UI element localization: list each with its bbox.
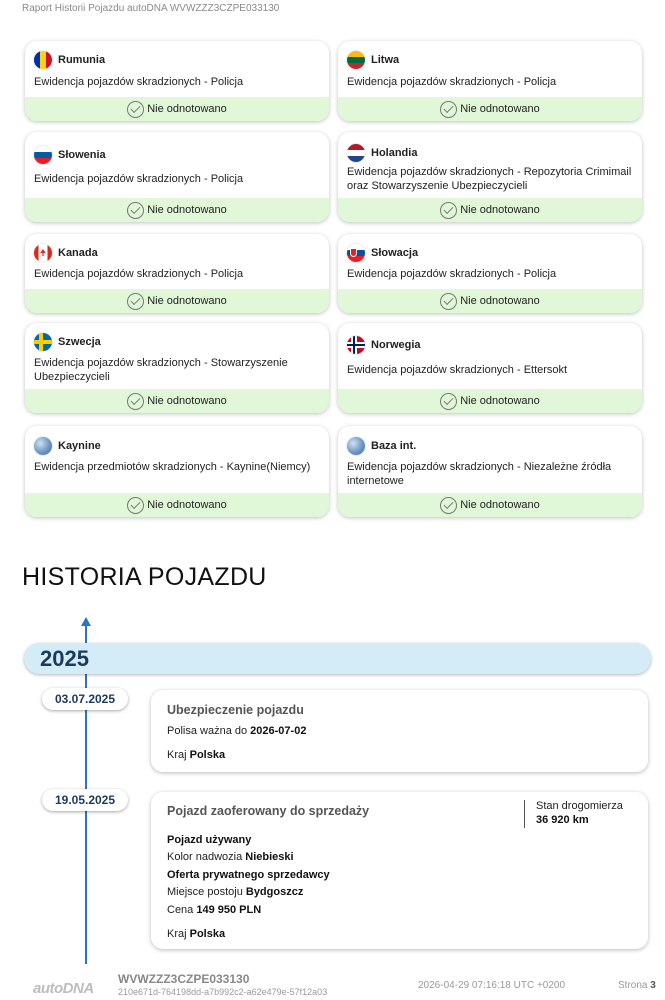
card-szwecja: [25, 323, 329, 413]
status-not-recorded: Nie odnotowano: [25, 493, 329, 517]
check-circle-icon: [440, 293, 457, 310]
registry-description: Ewidencja pojazdów skradzionych - Policja: [34, 268, 244, 280]
check-circle-icon: [440, 497, 457, 514]
registry-description: Ewidencja pojazdów skradzionych - Ettersokt: [347, 364, 568, 376]
country-line: Kraj Polska: [167, 928, 226, 940]
card-kaynine: [25, 426, 329, 517]
event-date: 19.05.2025: [42, 789, 128, 811]
card-holandia: [338, 132, 642, 222]
odometer-reading: Stan drogomierza 36 920 km: [524, 800, 623, 828]
policy-valid-line: Polisa ważna do 2026-07-02: [167, 725, 307, 737]
country-name: Słowenia: [58, 149, 106, 161]
netherlands-flag-icon: [347, 144, 365, 162]
country-name: Rumunia: [58, 54, 106, 66]
event-offered-for-sale: [151, 792, 648, 949]
romania-flag-icon: [34, 51, 52, 69]
status-not-recorded: Nie odnotowano: [338, 198, 642, 222]
year-bar: 2025: [24, 643, 651, 674]
private-seller-line: Oferta prywatnego sprzedawcy: [167, 869, 330, 881]
event-title: Pojazd zaoferowany do sprzedaży: [167, 804, 370, 818]
status-not-recorded: Nie odnotowano: [338, 289, 642, 313]
footer-vin: WVWZZZ3CZPE033130: [118, 972, 250, 986]
event-insurance: [151, 690, 648, 772]
used-vehicle-line: Pojazd używany: [167, 834, 252, 846]
country-name: Kanada: [58, 247, 98, 259]
country-name: Baza int.: [371, 440, 417, 452]
canada-flag-icon: [34, 244, 52, 262]
status-not-recorded: Nie odnotowano: [338, 389, 642, 413]
check-circle-icon: [127, 497, 144, 514]
check-circle-icon: [440, 393, 457, 410]
card-rumunia: [25, 41, 329, 121]
event-date: 03.07.2025: [42, 688, 128, 710]
norway-flag-icon: [347, 336, 365, 354]
country-name: Słowacja: [371, 247, 419, 259]
slovenia-flag-icon: [34, 146, 52, 164]
globe-icon: [34, 437, 52, 455]
check-circle-icon: [127, 393, 144, 410]
registry-description: Ewidencja pojazdów skradzionych - Policja: [347, 76, 557, 88]
location-line: Miejsce postoju Bydgoszcz: [167, 886, 304, 898]
footer-report-hash: 210e671d-764198dd-a7b992c2-a62e479e-57f12a03: [118, 987, 328, 997]
card-slowenia: [25, 132, 329, 222]
status-not-recorded: Nie odnotowano: [338, 493, 642, 517]
status-not-recorded: Nie odnotowano: [25, 289, 329, 313]
report-header: Raport Historii Pojazdu autoDNA WVWZZZ3CZPE033130: [22, 3, 280, 14]
check-circle-icon: [127, 101, 144, 118]
card-norwegia: [338, 323, 642, 413]
registry-description: Ewidencja przedmiotów skradzionych - Kaynine(Niemcy): [34, 461, 311, 473]
registry-description: Ewidencja pojazdów skradzionych - Repozytoria Crimimail oraz Stowarzyszenie Ubezpieczycieli: [347, 166, 632, 192]
check-circle-icon: [127, 202, 144, 219]
card-litwa: [338, 41, 642, 121]
sweden-flag-icon: [34, 333, 52, 351]
globe-icon: [347, 437, 365, 455]
autodna-logo: autoDNA: [33, 980, 94, 997]
country-name: Szwecja: [58, 336, 101, 348]
status-not-recorded: Nie odnotowano: [25, 389, 329, 413]
country-name: Holandia: [371, 147, 418, 159]
price-line: Cena 149 950 PLN: [167, 904, 262, 916]
status-not-recorded: Nie odnotowano: [25, 97, 329, 121]
registry-description: Ewidencja pojazdów skradzionych - Niezależne źródła internetowe: [347, 461, 612, 487]
check-circle-icon: [127, 293, 144, 310]
country-name: Litwa: [371, 54, 400, 66]
registry-description: Ewidencja pojazdów skradzionych - Policja: [347, 268, 557, 280]
card-kanada: [25, 234, 329, 313]
status-not-recorded: Nie odnotowano: [338, 97, 642, 121]
body-color-line: Kolor nadwozia Niebieski: [167, 851, 294, 863]
check-circle-icon: [440, 101, 457, 118]
vehicle-history-title: HISTORIA POJAZDU: [22, 563, 267, 591]
country-name: Kaynine: [58, 440, 101, 452]
page-number: Strona 3: [618, 980, 656, 991]
registry-description: Ewidencja pojazdów skradzionych - Stowarzyszenie Ubezpieczycieli: [34, 357, 288, 383]
country-name: Norwegia: [371, 339, 421, 351]
registry-description: Ewidencja pojazdów skradzionych - Policja: [34, 173, 244, 185]
event-title: Ubezpieczenie pojazdu: [167, 703, 304, 717]
page-footer: [0, 968, 665, 1000]
country-line: Kraj Polska: [167, 749, 226, 761]
check-circle-icon: [440, 202, 457, 219]
registry-description: Ewidencja pojazdów skradzionych - Policja: [34, 76, 244, 88]
card-baza-int: [338, 426, 642, 517]
card-slowacja: [338, 234, 642, 313]
status-not-recorded: Nie odnotowano: [25, 198, 329, 222]
footer-timestamp: 2026-04-29 07:16:18 UTC +0200: [418, 980, 566, 991]
slovakia-flag-icon: [347, 244, 365, 262]
lithuania-flag-icon: [347, 51, 365, 69]
